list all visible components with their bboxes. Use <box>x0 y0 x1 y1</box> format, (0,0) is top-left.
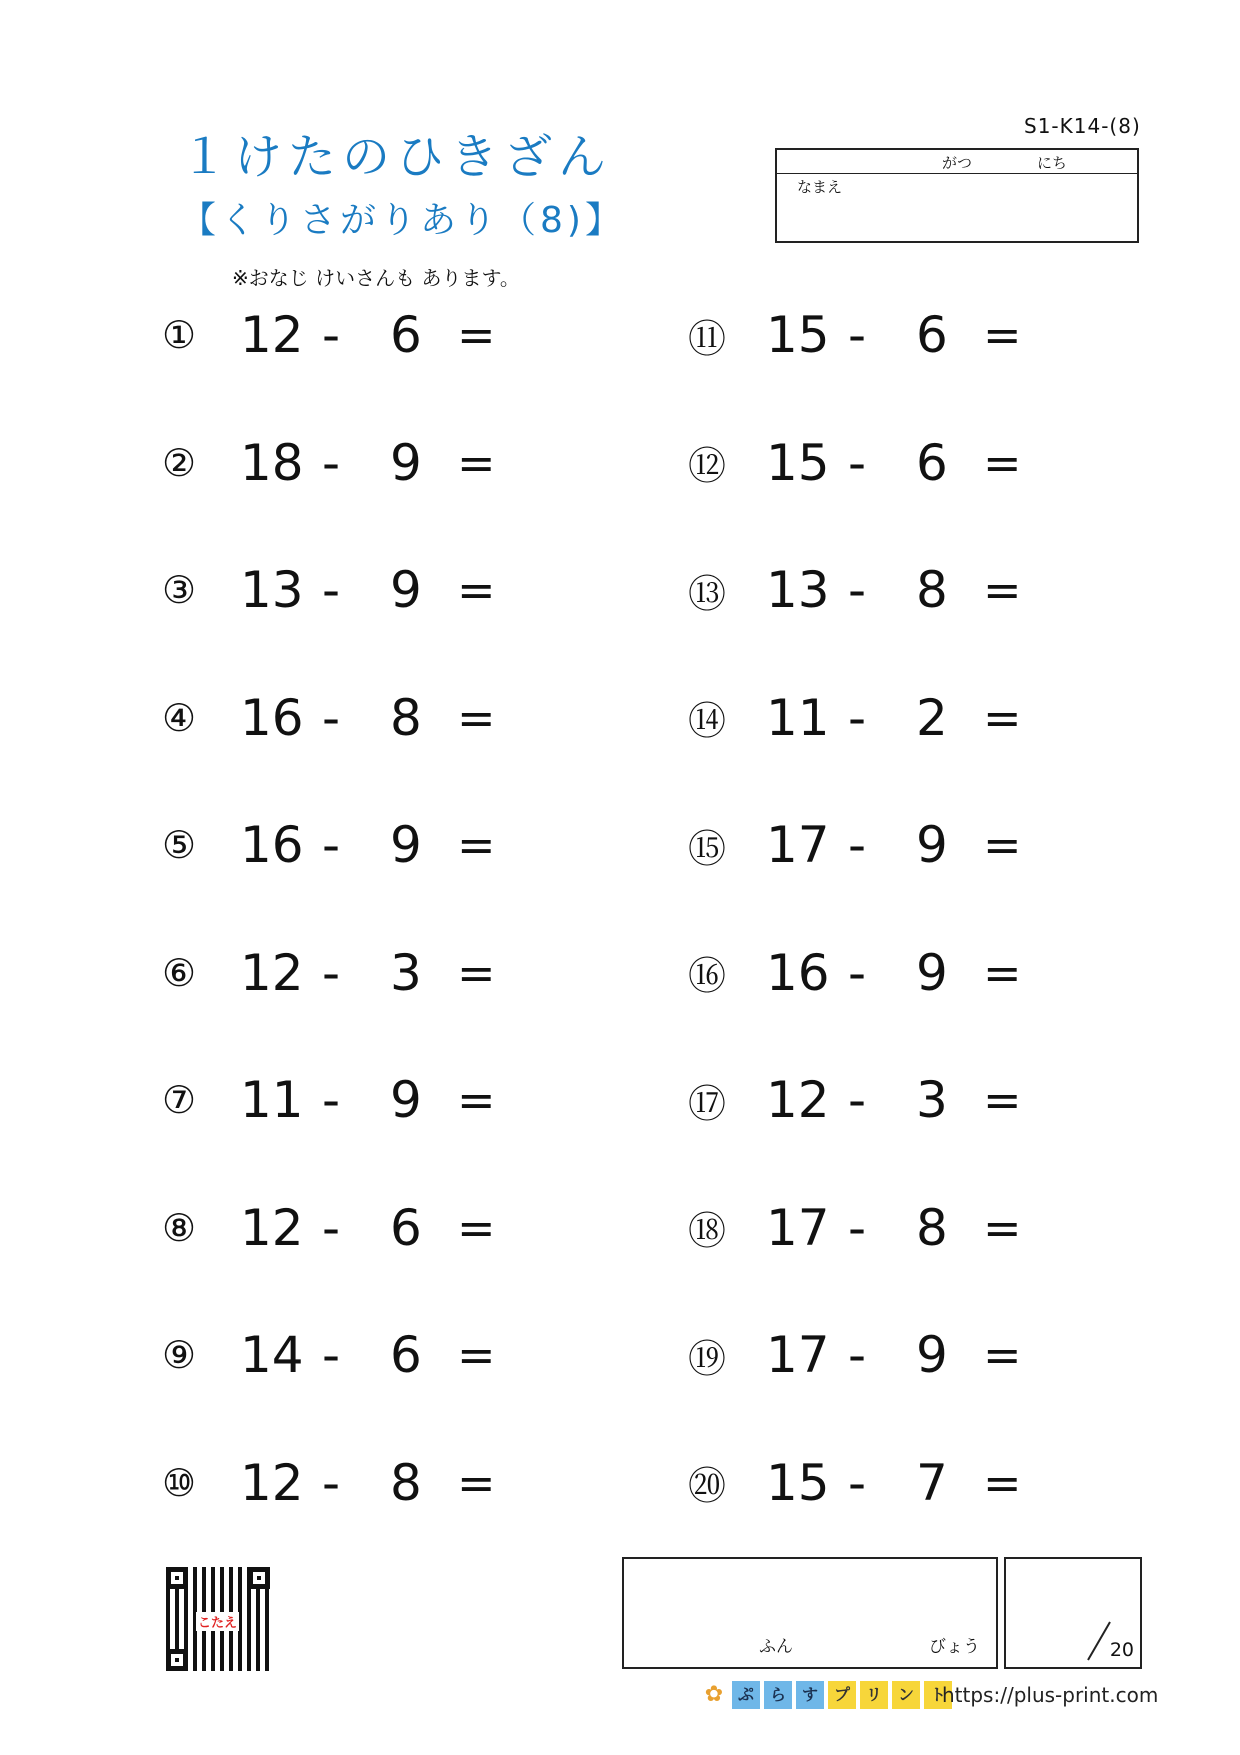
problem-number: ⑬ <box>688 571 727 616</box>
equals-sign: = <box>457 308 496 362</box>
equals-sign: = <box>983 563 1022 617</box>
problem-number: ⑧ <box>162 1205 197 1250</box>
equals-sign: = <box>457 1200 496 1255</box>
date-row <box>777 150 1137 174</box>
name-date-box <box>775 148 1139 243</box>
equals-sign: = <box>457 435 496 490</box>
minus-sign: - <box>848 1453 867 1512</box>
problem-item <box>162 1448 542 1518</box>
minuend: 12 <box>240 306 304 364</box>
minus-sign: - <box>848 1198 867 1257</box>
minus-sign: - <box>848 816 867 874</box>
minuend: 17 <box>766 1326 830 1384</box>
problem-item <box>162 300 542 370</box>
problem-item <box>162 683 542 753</box>
problem-item <box>162 1320 542 1390</box>
problem-item <box>688 1193 1068 1263</box>
brand-tile: ぷ <box>732 1681 760 1709</box>
problem-number: ⑥ <box>162 950 197 995</box>
minuend: 12 <box>766 1071 830 1129</box>
problem-number: ⑩ <box>162 1460 197 1505</box>
minuend: 17 <box>766 1198 830 1257</box>
subtrahend: 6 <box>390 1326 422 1384</box>
minuend: 16 <box>240 688 304 747</box>
minus-sign: - <box>322 688 341 747</box>
minus-sign: - <box>322 1198 341 1257</box>
problem-number: ① <box>162 313 197 357</box>
problem-number: ⑭ <box>688 699 727 743</box>
equals-sign: = <box>457 1328 496 1382</box>
equals-sign: = <box>457 945 496 1000</box>
brand-tile: ン <box>892 1681 920 1709</box>
minus-sign: - <box>322 816 341 874</box>
problem-number: ⑯ <box>688 954 727 998</box>
equals-sign: = <box>983 690 1022 745</box>
equals-sign: = <box>457 563 496 617</box>
problem-number: ⑪ <box>688 316 727 361</box>
problem-item <box>688 683 1068 753</box>
minus-sign: - <box>322 943 341 1002</box>
equals-sign: = <box>457 818 496 872</box>
brand-tile: ト <box>924 1681 952 1709</box>
problem-item <box>688 1065 1068 1135</box>
minus-sign: - <box>848 688 867 747</box>
problem-item <box>162 428 542 498</box>
equals-sign: = <box>457 1455 496 1510</box>
minus-sign: - <box>848 1071 867 1129</box>
subtrahend: 6 <box>916 306 948 364</box>
minuend: 14 <box>240 1326 304 1384</box>
subtrahend: 3 <box>390 943 422 1002</box>
subtrahend: 9 <box>916 1326 948 1384</box>
problem-number: ④ <box>162 695 197 740</box>
brand-tile: す <box>796 1681 824 1709</box>
qr-answer-label: こたえ <box>196 1612 239 1631</box>
equals-sign: = <box>983 1073 1022 1127</box>
problem-item <box>688 428 1068 498</box>
problem-item <box>688 555 1068 625</box>
minuend: 15 <box>766 1453 830 1512</box>
brand-tile: リ <box>860 1681 888 1709</box>
site-url-link[interactable]: https://plus-print.com <box>942 1683 1159 1707</box>
brand-mascot-icon: ✿ <box>704 1682 724 1707</box>
answer-qr-code[interactable] <box>166 1567 270 1671</box>
equals-sign: = <box>983 1328 1022 1382</box>
subtrahend: 8 <box>390 688 422 747</box>
subtrahend: 8 <box>916 1198 948 1257</box>
equals-sign: = <box>983 1200 1022 1255</box>
subtrahend: 9 <box>916 816 948 874</box>
problem-number: ⑱ <box>688 1209 727 1253</box>
equals-sign: = <box>983 435 1022 490</box>
subtrahend: 6 <box>390 306 422 364</box>
minus-sign: - <box>322 1071 341 1129</box>
minuend: 18 <box>240 433 304 492</box>
problem-item <box>688 1448 1068 1518</box>
subtrahend: 6 <box>916 433 948 492</box>
minus-sign: - <box>322 433 341 492</box>
score-box <box>1004 1557 1142 1669</box>
time-box <box>622 1557 998 1669</box>
seconds-label: びょう <box>929 1637 980 1657</box>
minuend: 15 <box>766 306 830 364</box>
problem-number: ⑫ <box>688 444 727 488</box>
problem-number: ⑦ <box>162 1078 197 1122</box>
score-total: 20 <box>1109 1639 1134 1661</box>
minuend: 12 <box>240 1453 304 1512</box>
problem-item <box>688 1320 1068 1390</box>
minus-sign: - <box>848 1326 867 1384</box>
minuend: 17 <box>766 816 830 874</box>
minus-sign: - <box>848 561 867 619</box>
minuend: 16 <box>240 816 304 874</box>
problem-number: ⑰ <box>688 1081 727 1126</box>
equals-sign: = <box>983 818 1022 872</box>
month-label: がつ <box>942 154 973 172</box>
minus-sign: - <box>848 433 867 492</box>
brand-logo <box>700 1680 952 1710</box>
subtrahend: 3 <box>916 1071 948 1129</box>
minuend: 13 <box>240 561 304 619</box>
minuend: 15 <box>766 433 830 492</box>
problem-item <box>162 1065 542 1135</box>
page-title: １けたのひきざん <box>180 129 613 185</box>
subtrahend: 2 <box>916 688 948 747</box>
minuend: 16 <box>766 943 830 1002</box>
problem-number: ⑮ <box>688 826 727 871</box>
equals-sign: = <box>983 308 1022 362</box>
equals-sign: = <box>983 1455 1022 1510</box>
problem-item <box>162 938 542 1008</box>
subtrahend: 9 <box>390 561 422 619</box>
minus-sign: - <box>848 306 867 364</box>
score-divider <box>1087 1621 1111 1660</box>
subtrahend: 9 <box>916 943 948 1002</box>
name-label: なまえ <box>797 178 843 196</box>
qr-finder <box>248 1567 270 1589</box>
qr-finder <box>166 1649 188 1671</box>
problem-number: ⑲ <box>688 1336 727 1381</box>
subtrahend: 7 <box>916 1453 948 1512</box>
minus-sign: - <box>322 561 341 619</box>
problem-item <box>688 810 1068 880</box>
brand-tile: ら <box>764 1681 792 1709</box>
problem-item <box>162 810 542 880</box>
minutes-label: ふん <box>759 1637 793 1657</box>
minuend: 11 <box>240 1071 304 1129</box>
equals-sign: = <box>457 1073 496 1127</box>
subtrahend: 8 <box>390 1453 422 1512</box>
minuend: 11 <box>766 688 830 747</box>
problem-item <box>688 938 1068 1008</box>
problem-item <box>162 1193 542 1263</box>
problem-number: ③ <box>162 568 197 612</box>
minus-sign: - <box>322 1326 341 1384</box>
brand-tile: プ <box>828 1681 856 1709</box>
minus-sign: - <box>322 306 341 364</box>
minuend: 12 <box>240 1198 304 1257</box>
problem-number: ⑳ <box>688 1464 727 1508</box>
minus-sign: - <box>322 1453 341 1512</box>
equals-sign: = <box>983 945 1022 1000</box>
worksheet-code: S1-K14-(8) <box>1024 114 1141 138</box>
minuend: 13 <box>766 561 830 619</box>
day-label: にち <box>1037 154 1068 172</box>
problem-item <box>162 555 542 625</box>
equals-sign: = <box>457 690 496 745</box>
problem-item <box>688 300 1068 370</box>
minus-sign: - <box>848 943 867 1002</box>
subtrahend: 6 <box>390 1198 422 1257</box>
subtrahend: 9 <box>390 816 422 874</box>
subtrahend: 9 <box>390 1071 422 1129</box>
subtrahend: 9 <box>390 433 422 492</box>
problem-number: ② <box>162 440 197 485</box>
problem-number: ⑨ <box>162 1333 197 1377</box>
minuend: 12 <box>240 943 304 1002</box>
subtrahend: 8 <box>916 561 948 619</box>
page-subtitle: 【くりさがりあり（8)】 <box>180 200 625 241</box>
qr-finder <box>166 1567 188 1589</box>
problem-number: ⑤ <box>162 823 197 867</box>
instruction-note: ※おなじ けいさんも あります。 <box>232 266 520 290</box>
